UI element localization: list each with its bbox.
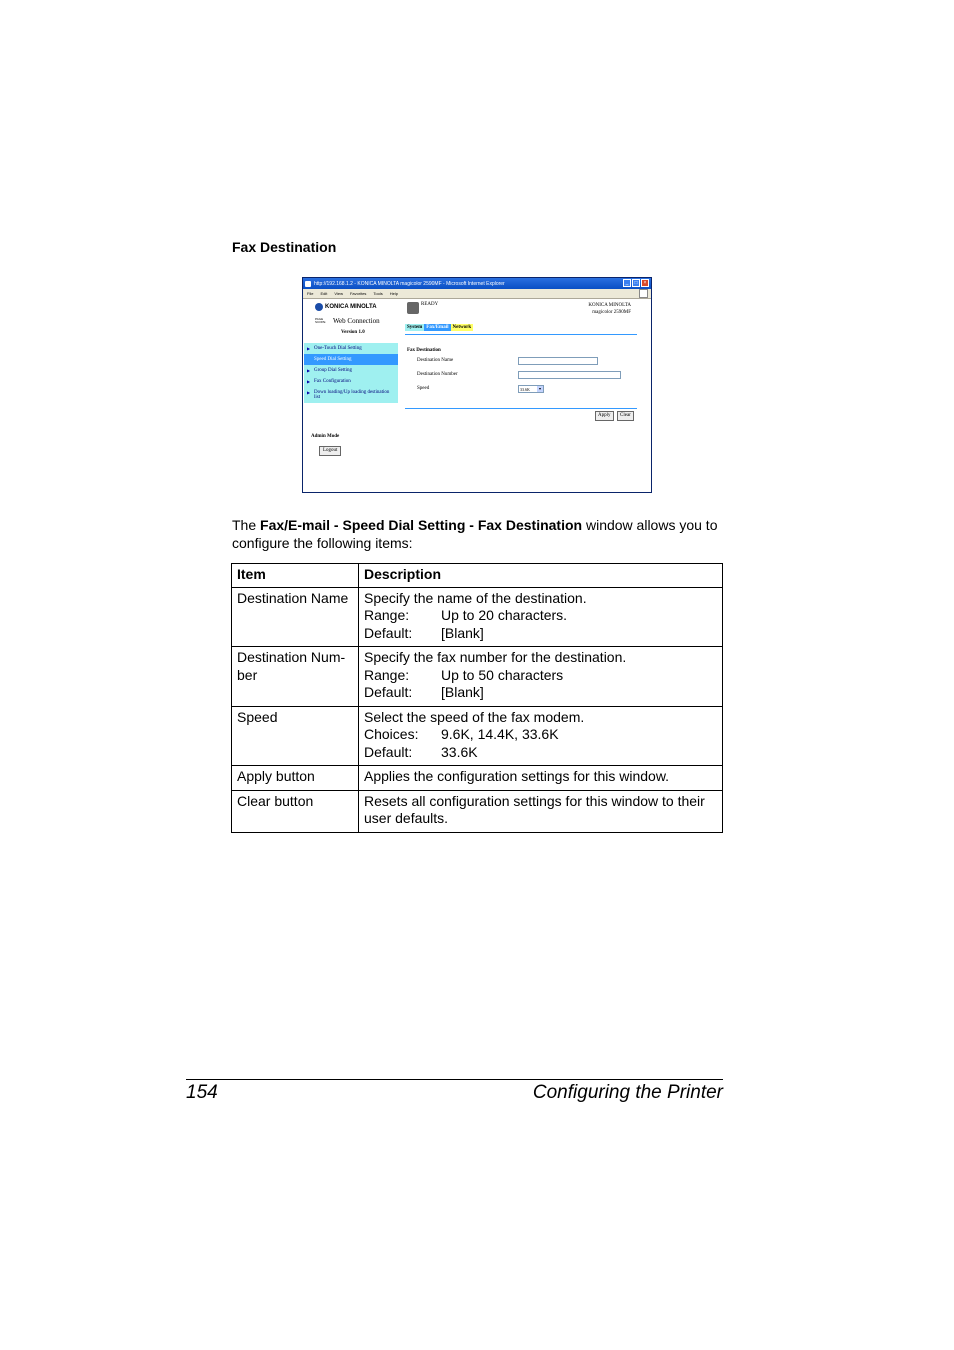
tab-divider	[405, 334, 637, 335]
default-value: [Blank]	[441, 684, 484, 700]
status-label: READY	[421, 302, 439, 307]
item-cell: Destination Name	[232, 587, 359, 647]
destination-name-input[interactable]	[518, 357, 598, 365]
menu-view[interactable]: View	[334, 291, 343, 296]
choices-value: 9.6K, 14.4K, 33.6K	[441, 726, 559, 742]
tab-bar	[405, 324, 473, 331]
sidebar-item-download-upload[interactable]: ▶ Down loading/Up loading destination list	[304, 387, 398, 403]
menu-bar	[303, 289, 651, 299]
brand-logo	[315, 303, 377, 311]
printer-icon	[407, 302, 419, 314]
default-value: 33.6K	[441, 743, 478, 760]
intro-text-bold: Fax/E-mail - Speed Dial Setting - Fax Destination	[260, 517, 583, 533]
footer-rule	[186, 1079, 723, 1080]
chevron-down-icon: ▾	[538, 386, 541, 391]
form-section-title: Fax Destination	[407, 348, 441, 353]
item-cell: Speed	[232, 706, 359, 766]
menu-tools[interactable]: Tools	[373, 291, 383, 296]
choices-key: Choices:	[364, 726, 419, 742]
admin-mode-label: Admin Mode	[311, 434, 340, 439]
destination-number-label: Destination Number	[417, 372, 458, 377]
table-row	[232, 587, 723, 647]
default-key: Default:	[364, 624, 413, 641]
menu-favorites[interactable]: Favorites	[349, 291, 367, 296]
range-key: Range:	[364, 666, 410, 683]
default-value: [Blank]	[441, 624, 484, 641]
item-cell: Destination Num-ber	[232, 647, 359, 707]
menu-help[interactable]: Help	[389, 291, 398, 296]
window-title: http://192.168.1.2 - KONICA MINOLTA magicolor 2590MF - Microsoft Internet Explorer	[314, 280, 505, 287]
description-cell	[359, 647, 723, 707]
minimize-icon[interactable]: _	[623, 279, 631, 287]
speed-select[interactable]	[518, 385, 544, 393]
items-table	[231, 563, 723, 833]
table-row	[232, 766, 723, 791]
destination-name-label: Destination Name	[417, 358, 454, 363]
version-label: Version 1.0	[341, 330, 365, 335]
section-heading: Fax Destination	[232, 239, 337, 255]
menu-edit[interactable]: Edit	[320, 291, 328, 296]
description-cell	[359, 706, 723, 766]
chapter-title: Configuring the Printer	[532, 1082, 723, 1103]
intro-paragraph	[232, 517, 724, 552]
windows-logo-icon	[639, 289, 648, 298]
maximize-icon[interactable]: □	[632, 279, 640, 287]
item-cell: Clear button	[232, 790, 359, 832]
clear-button[interactable]: Clear	[617, 411, 634, 421]
description-text: Select the speed of the fax modem.	[364, 708, 585, 725]
speed-select-value: 33.6K	[520, 386, 530, 392]
range-value: Up to 50 characters	[441, 666, 564, 683]
pagescope-logo: PAGE SCOPE	[315, 317, 326, 324]
close-icon[interactable]: ×	[641, 279, 649, 287]
range-key: Range:	[364, 607, 410, 623]
brand-name: KONICA MINOLTA	[325, 304, 377, 310]
menu-file[interactable]: File	[307, 291, 314, 296]
window-titlebar	[303, 278, 651, 289]
konica-logo-icon	[315, 303, 323, 311]
speed-label: Speed	[417, 386, 430, 391]
intro-text-post: window allows you to configure the following items:	[232, 517, 718, 551]
tab-fax-email[interactable]: Fax/Email	[426, 325, 449, 330]
description-cell	[359, 587, 723, 647]
tab-system[interactable]: System	[407, 325, 423, 330]
sidebar-item-speed-dial[interactable]: Speed Dial Setting	[304, 354, 398, 365]
table-row	[232, 647, 723, 707]
destination-number-input[interactable]	[518, 371, 621, 379]
sidebar	[304, 343, 398, 403]
sidebar-item-one-touch[interactable]: ▶ One-Touch Dial Setting	[304, 343, 398, 354]
web-connection-label: Web Connection	[333, 317, 380, 325]
sidebar-item-group-dial[interactable]: ▶ Group Dial Setting	[304, 365, 398, 376]
sidebar-item-fax-config[interactable]: ▶ Fax Configuration	[304, 376, 398, 387]
range-value: Up to 20 characters.	[441, 607, 568, 623]
model-name: magicolor 2590MF	[592, 310, 631, 315]
model-label	[588, 302, 631, 316]
button-divider	[405, 408, 637, 409]
logout-button[interactable]: Logout	[319, 446, 341, 456]
model-brand: KONICA MINOLTA	[588, 303, 631, 308]
default-key: Default:	[364, 684, 413, 700]
intro-text-pre: The	[232, 517, 261, 533]
table-row	[232, 790, 723, 832]
ie-icon	[305, 281, 311, 287]
description-cell: Resets all configuration settings for this window to their user defaults.	[359, 790, 723, 832]
tab-network[interactable]: Network	[452, 325, 472, 330]
web-connection-logo	[315, 317, 380, 325]
header-item: Item	[232, 564, 359, 588]
default-key: Default:	[364, 743, 413, 760]
browser-screenshot	[302, 277, 652, 493]
description-text: Specify the fax number for the destination.	[364, 649, 627, 665]
header-description: Description	[359, 564, 723, 588]
item-cell: Apply button	[232, 766, 359, 791]
table-header-row	[232, 564, 723, 588]
apply-button[interactable]: Apply	[595, 411, 614, 421]
description-cell: Applies the configuration settings for this window.	[359, 766, 723, 791]
page-number: 154	[186, 1082, 218, 1103]
description-text: Specify the name of the destination.	[364, 589, 587, 606]
table-row	[232, 706, 723, 766]
